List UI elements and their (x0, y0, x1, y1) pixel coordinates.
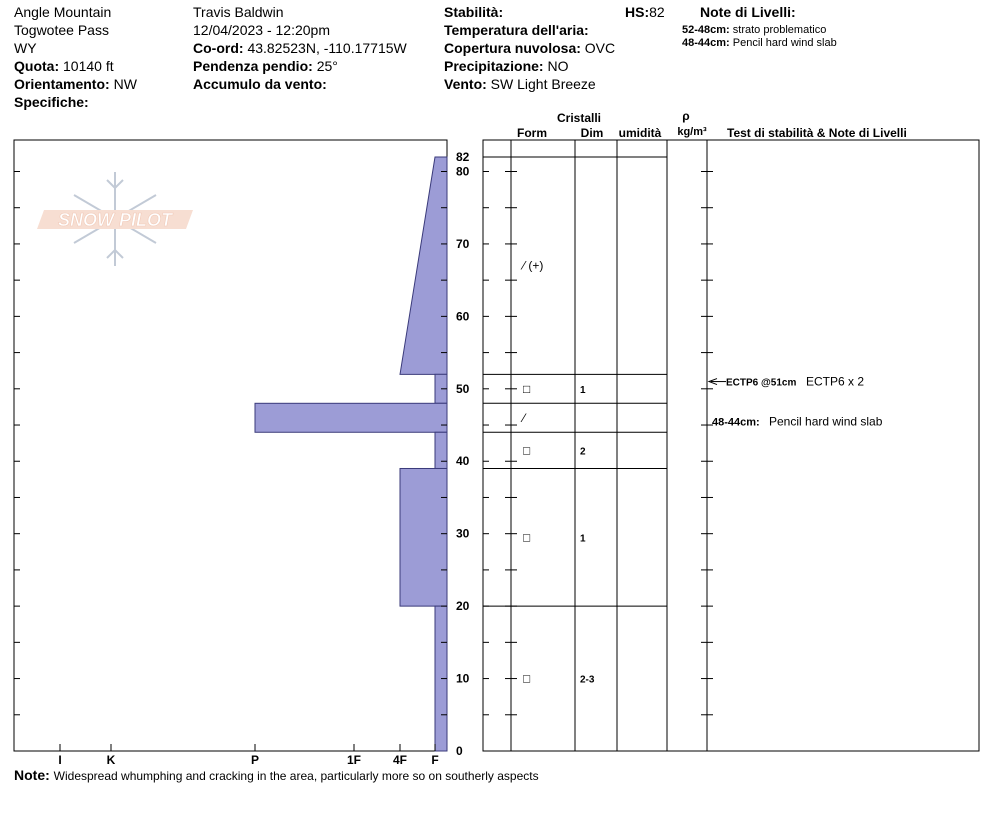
depth-tick-label: 70 (456, 236, 470, 251)
crystal-form: □ (523, 381, 531, 396)
layer-comment-range: 48-44cm: (712, 416, 760, 429)
slope-value: 25° (316, 58, 338, 74)
aspect-value: NW (113, 76, 137, 92)
test-label: ECTP6 @51cm (726, 377, 797, 389)
hardness-tick-label: 4F (392, 753, 408, 767)
layer-notes-label: Note di Livelli: (700, 4, 796, 20)
hardness-layer (255, 403, 447, 432)
depth-tick-label: 82 (456, 150, 470, 164)
tests-header: Test di stabilità & Note di Livelli (727, 126, 907, 140)
note-text: Widespread whumphing and cracking in the area, particularly more so on southerly aspects (53, 769, 539, 783)
wind-label: Vento: (444, 76, 487, 92)
hardness-tick-label: F (431, 753, 439, 767)
depth-tick-label: 50 (456, 381, 470, 396)
layer-note-text: strato problematico (732, 24, 827, 36)
depth-tick-label: 40 (456, 454, 470, 469)
pass-name: Togwotee Pass (14, 22, 109, 38)
wind-loading-label: Accumulo da vento: (193, 76, 327, 92)
left-depth-ticks (14, 171, 447, 714)
rho-header: ρ (682, 109, 690, 123)
coord-label: Co-ord: (193, 40, 244, 56)
stability-tests (709, 375, 883, 429)
depth-axis (456, 150, 470, 758)
logo-text: SNOW PILOT (58, 210, 172, 230)
right-depth-ticks (483, 171, 713, 714)
crystal-rows (520, 259, 595, 686)
hs-label: HS: (625, 4, 650, 20)
form-header: Form (517, 126, 547, 140)
elevation-value: 10140 ft (63, 58, 114, 74)
crystal-form: □ (523, 443, 531, 458)
crystals-header: Cristalli (556, 111, 602, 125)
state: WY (14, 40, 37, 56)
hardness-layer (400, 157, 447, 374)
snowpilot-logo (37, 172, 193, 266)
dim-header: Dim (580, 126, 604, 140)
hardness-tick-label: I (58, 753, 62, 767)
datetime: 12/04/2023 - 12:20pm (193, 22, 330, 38)
layer-comment-text: Pencil hard wind slab (769, 414, 883, 429)
location: Angle Mountain (14, 4, 112, 20)
density-unit-header: kg/m³ (677, 126, 707, 138)
air-temp-label: Temperatura dell'aria: (444, 22, 589, 38)
aspect-label: Orientamento: (14, 76, 110, 92)
depth-tick-label: 30 (456, 526, 470, 541)
hardness-profile (255, 157, 447, 751)
slope-label: Pendenza pendio: (193, 58, 313, 74)
cloud-value: OVC (584, 40, 616, 56)
precip-value: NO (547, 58, 569, 74)
test-result: ECTP6 x 2 (806, 374, 865, 389)
depth-tick-label: 10 (456, 671, 470, 686)
depth-tick-label: 20 (456, 599, 470, 614)
hardness-layer (400, 468, 447, 606)
crystal-form: ⁄ (523, 410, 526, 425)
hardness-tick-label: 1F (346, 753, 362, 767)
crystal-size: 2-3 (580, 674, 595, 686)
hardness-layer (435, 432, 447, 468)
crystal-form: □ (523, 530, 531, 545)
note-label: Note: (14, 767, 50, 783)
crystal-form: ⁄ (+) (523, 258, 544, 273)
depth-tick-label: 60 (456, 309, 470, 324)
hardness-plot-frame (14, 140, 447, 751)
hardness-tick-label: K (106, 753, 116, 767)
depth-tick-label: 80 (456, 164, 470, 179)
elevation-label: Quota: (14, 58, 60, 74)
wind-value: SW Light Breeze (490, 76, 596, 92)
specifics-label: Specifiche: (14, 94, 89, 110)
hardness-tick-label: P (250, 753, 260, 767)
cloud-label: Copertura nuvolosa: (444, 40, 581, 56)
crystal-size: 1 (580, 384, 586, 396)
moisture-header: umidità (618, 126, 662, 140)
crystal-size: 1 (580, 533, 586, 545)
precip-label: Precipitazione: (444, 58, 544, 74)
depth-tick-label: 0 (456, 744, 463, 758)
layer-note-range: 52-48cm: (682, 24, 730, 36)
crystal-size: 2 (580, 446, 586, 458)
hs-value: 82 (649, 4, 665, 20)
crystal-form: □ (523, 671, 531, 686)
coord-value: 43.82523N, -110.17715W (247, 40, 407, 56)
observer: Travis Baldwin (193, 4, 284, 20)
layer-note-text: Pencil hard wind slab (732, 37, 837, 49)
layer-note-range: 48-44cm: (682, 37, 730, 49)
crystal-table-frame (483, 140, 707, 751)
hardness-axis (58, 744, 438, 767)
stability-label: Stabilità: (444, 4, 504, 20)
tests-frame (707, 140, 979, 751)
